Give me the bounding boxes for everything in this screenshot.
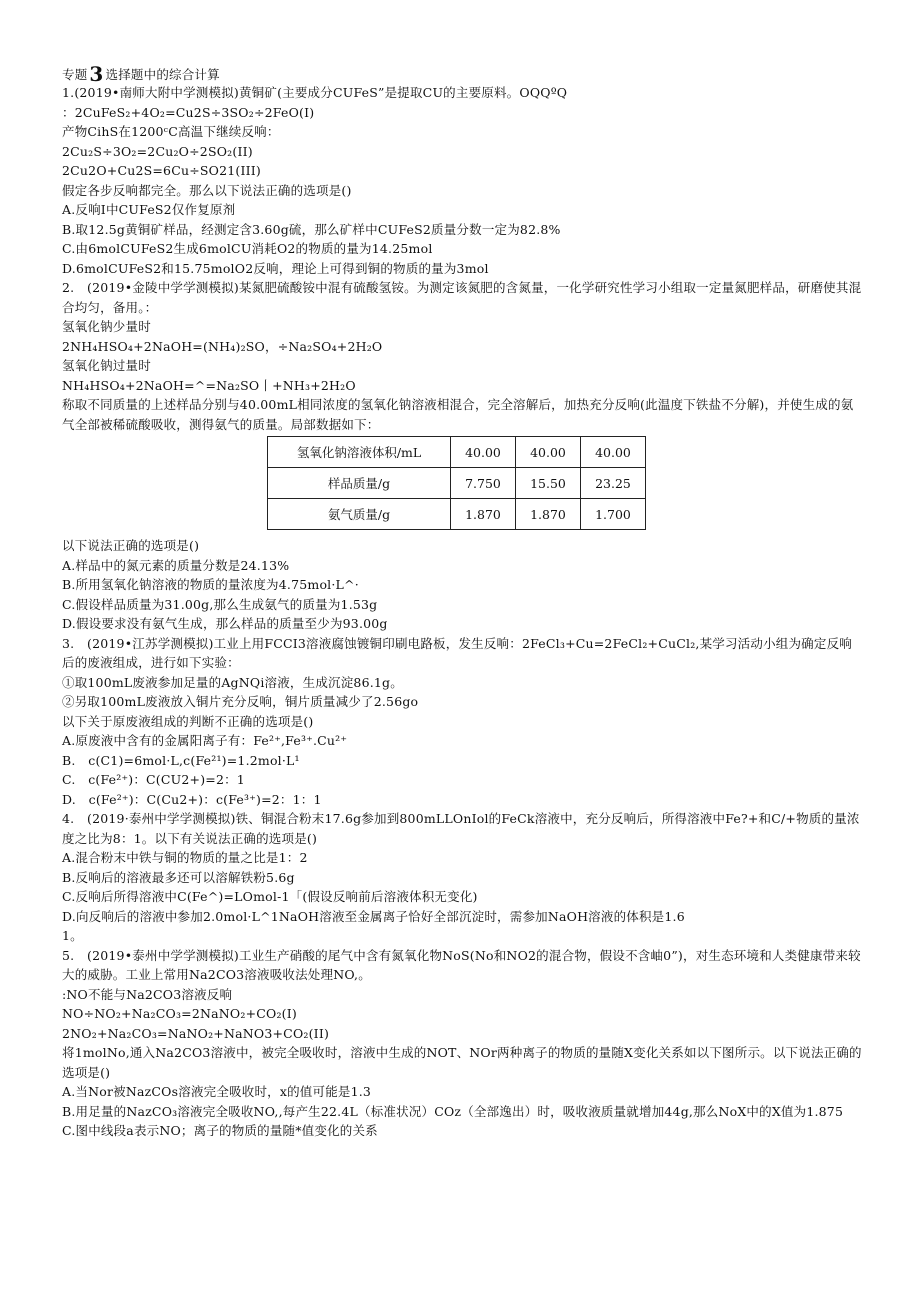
title-suffix: 选择题中的综合计算 <box>105 67 220 82</box>
option-line: C.图中线段a表示NO；离子的物质的量随*值变化的关系 <box>62 1123 378 1138</box>
table-cell: 1.700 <box>581 499 646 530</box>
question-4 <box>62 809 862 946</box>
option-line: A.当Nor被NazCOs溶液完全吸收时，x的值可能是1.3 <box>62 1084 372 1099</box>
text-line: 以下关于原废液组成的判断不正确的选项是() <box>62 713 314 729</box>
option-line: D.向反响后的溶液中参加2.0mol·L^1NaOH溶液至金属离子恰好全部沉淀时，需参加NaOH溶液的体积是1.6 <box>62 908 685 924</box>
text-line: 1.(2019•南师大附中学测模拟)黄铜矿(主要成分CUFeS”是提取CU的主要原料。OQQºQ <box>62 85 568 100</box>
option-line: A.样品中的氮元素的质量分数是24.13% <box>62 557 290 573</box>
table-row-label: 氨气质量/g <box>268 499 451 530</box>
text-line: :NO不能与Na2CO3溶液反响 <box>62 986 233 1002</box>
table-row <box>268 499 646 530</box>
equation-line: NH₄HSO₄+2NaOH=^=Na₂SO丨+NH₃+2H₂O <box>62 377 356 393</box>
option-line: D.6molCUFeS2和15.75molO2反响，理论上可得到铜的物质的量为3mol <box>62 260 489 276</box>
table-row <box>268 468 646 499</box>
text-line: 假定各步反响都完全。那么以下说法正确的选项是() <box>62 182 352 198</box>
option-line: D.假设要求没有氨气生成，那么样品的质量至少为93.00g <box>62 616 388 631</box>
question-3 <box>62 634 862 810</box>
table-row <box>268 437 646 468</box>
text-line: ①取100mL废液参加足量的AgNQi溶液，生成沉淀86.1g。 <box>62 674 403 690</box>
question-paragraph: 称取不同质量的上述样品分别与40.00mL相同浓度的氢氧化钠溶液相混合，完全溶解后，加热充分反响(此温度下铁盐不分解)，并使生成的氨气全部被稀硫酸吸收，测得氨气的质量。局部数据如下： <box>62 397 854 432</box>
text-line: ②另取100mL废液放入铜片充分反响，铜片质量减少了2.56go <box>62 694 419 709</box>
question-5 <box>62 946 862 1141</box>
question-intro: 3. (2019•江苏学测模拟)工业上用FCCI3溶液腐蚀镀铜印刷电路板，发生反响：2FeCl₃+Cu=2FeCl₂+CuCl₂,某学习活动小组为确定反响后的废液组成，进行如下实验： <box>62 635 852 670</box>
question-2 <box>62 278 862 634</box>
question-1 <box>62 83 862 278</box>
text-line: 2Cu2O+Cu2S=6Cu÷SO21(III) <box>62 163 261 178</box>
option-line: A.混合粉末中铁与铜的物质的量之比是1：2 <box>62 850 308 865</box>
option-line: A.反响I中CUFeS2仅作复原剂 <box>62 202 236 217</box>
data-table <box>267 436 646 530</box>
title-number: 3 <box>89 62 104 86</box>
question-intro: 4. (2019·泰州中学学测模拟)铁、铜混合粉末17.6g参加到800mLLOnIol的FeCk溶液中，充分反响后，所得溶液中Fe?+和C/+物质的量浓度之比为8：1。以下有关说法正确的选项是() <box>62 811 860 846</box>
text-line: 氢氧化钠过量时 <box>62 358 151 373</box>
equation-line: 2NH₄HSO₄+2NaOH=(NH₄)₂SO，÷Na₂SO₄+2H₂O <box>62 338 383 354</box>
option-line: B.取12.5g黄铜矿样品，经测定含3.60g硫，那么矿样中CUFeS2质量分数一定为82.8% <box>62 221 561 237</box>
question-intro: 2. (2019•金陵中学学测模拟)某氮肥硫酸铵中混有硫酸氢铵。为测定该氮肥的含氮量，一化学研究性学习小组取一定量氮肥样品，研磨使其混合均匀，备用。： <box>62 280 862 315</box>
option-line: C.由6molCUFeS2生成6molCU消耗O2的物质的量为14.25mol <box>62 241 433 256</box>
option-line: C.反响后所得溶液中C(Fe^)=LOmol-1「(假设反响前后溶液体积无变化) <box>62 889 478 904</box>
text-line: 2Cu₂S÷3O₂=2Cu₂O÷2SO₂(II) <box>62 143 253 159</box>
table-cell: 1.870 <box>516 499 581 530</box>
table-cell: 23.25 <box>581 468 646 499</box>
table-cell: 15.50 <box>516 468 581 499</box>
text-line: 以下说法正确的选项是() <box>62 538 200 553</box>
text-line: ：2CuFeS₂+4O₂=Cu2S÷3SO₂÷2FeO(I) <box>62 104 315 120</box>
table-cell: 40.00 <box>581 437 646 468</box>
table-row-label: 样品质量/g <box>268 468 451 499</box>
option-line: B.所用氢氧化钠溶液的物质的量浓度为4.75mol·L^· <box>62 577 359 592</box>
equation-line: NO÷NO₂+Na₂CO₃=2NaNO₂+CO₂(I) <box>62 1006 297 1021</box>
table-cell: 1.870 <box>451 499 516 530</box>
title-prefix: 专题 <box>62 67 88 82</box>
question-intro: 5. (2019•泰州中学学测模拟)工业生产硝酸的尾气中含有氮氧化物NoS(No和NO2的混合物，假设不含岫0”)，对生态环境和人类健康带来较大的威胁。工业上常用Na2CO3溶液吸收法处理NO,。 <box>62 947 861 982</box>
text-line: 1。 <box>62 928 83 943</box>
document-page <box>62 62 862 1141</box>
option-line: B.用足量的NazCO₃溶液完全吸收NO,,每产生22.4L（标准状况）COz（全部逸出）时，吸收液质量就增加44g,那么NoX中的X值为1.875 <box>62 1103 844 1119</box>
table-cell: 7.750 <box>451 468 516 499</box>
text-line: 产物CihS在1200ᶜC高温下继续反响： <box>62 124 280 139</box>
table-cell: 40.00 <box>451 437 516 468</box>
option-line: A.原废液中含有的金属阳离子有：Fe²⁺,Fe³⁺.Cu²⁺ <box>62 733 348 748</box>
option-line: D. c(Fe²⁺)：C(Cu2+)：c(Fe³⁺)=2：1：1 <box>62 791 322 807</box>
option-line: B.反响后的溶液最多还可以溶解铁粉5.6g <box>62 869 295 885</box>
option-line: B. c(C1)=6mol·L,c(Fe²¹)=1.2mol·L¹ <box>62 752 300 768</box>
equation-line: 2NO₂+Na₂CO₃=NaNO₂+NaNO3+CO₂(II) <box>62 1025 330 1041</box>
text-line: 氢氧化钠少量时 <box>62 319 151 334</box>
question-paragraph: 将1molNo,通入Na2CO3溶液中，被完全吸收时，溶液中生成的NOT、NOr两种离子的物质的量随X变化关系如以下图所示。以下说法正确的选项是() <box>62 1045 862 1080</box>
document-title <box>62 62 862 86</box>
option-line: C. c(Fe²⁺)：C(CU2+)=2：1 <box>62 772 245 787</box>
option-line: C.假设样品质量为31.00g,那么生成氨气的质量为1.53g <box>62 596 378 612</box>
table-row-label: 氢氧化钠溶液体积/mL <box>268 437 451 468</box>
table-cell: 40.00 <box>516 437 581 468</box>
